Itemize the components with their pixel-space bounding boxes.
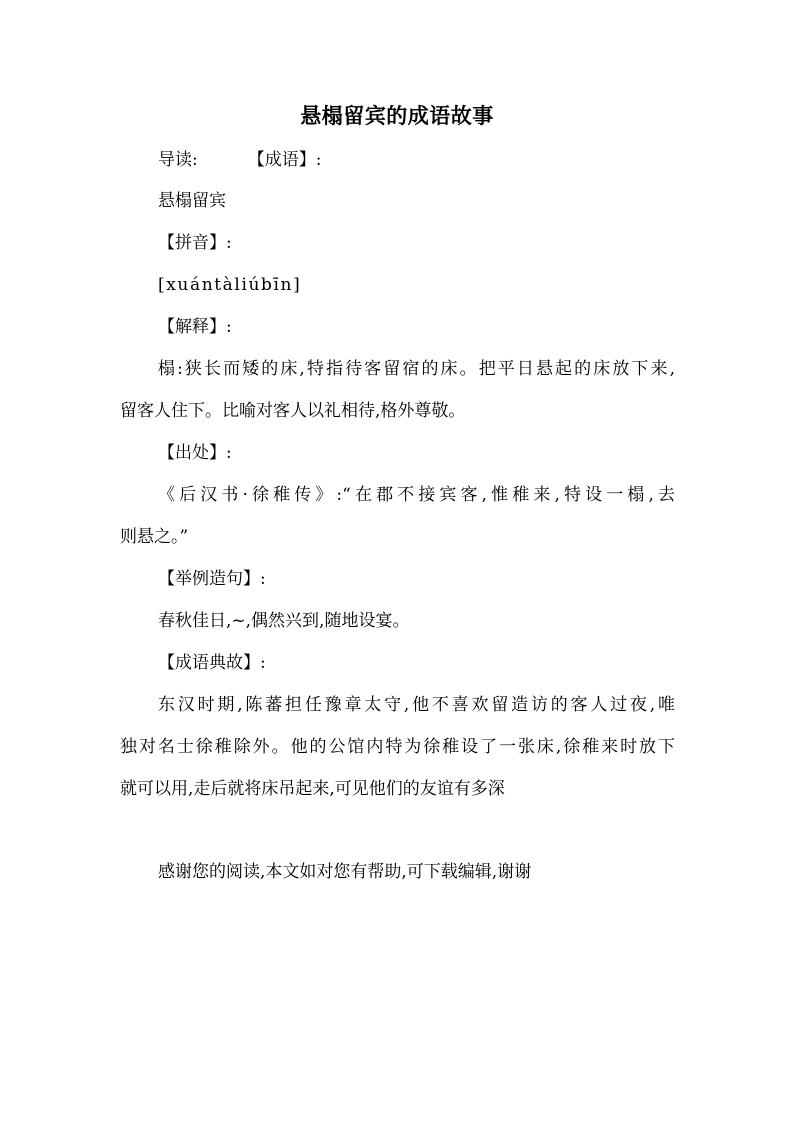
source-heading: 【出处】: — [158, 443, 232, 463]
source-line-1: 《后汉书·徐稚传》:“在郡不接宾客,惟稚来,特设一榻,去 — [158, 485, 675, 505]
explanation-line-2: 留客人住下。比喻对客人以礼相待,格外尊敬。 — [120, 401, 466, 421]
intro-label: 导读: — [158, 150, 198, 170]
example-text: 春秋佳日,~,偶然兴到,随地设宴。 — [158, 611, 410, 631]
source-line-2: 则悬之。” — [120, 527, 189, 547]
idiom-heading: 【成语】: — [247, 150, 322, 170]
story-line-3: 就可以用,走后就将床吊起来,可见他们的友谊有多深 — [120, 779, 505, 799]
pinyin-text: [xuántàliúbīn] — [158, 275, 302, 295]
idiom-text: 悬榻留宾 — [158, 191, 226, 211]
explanation-heading: 【解释】: — [158, 317, 232, 337]
pinyin-heading: 【拼音】: — [158, 233, 232, 253]
thanks-note: 感谢您的阅读,本文如对您有帮助,可下载编辑,谢谢 — [158, 862, 532, 882]
intro-line — [158, 148, 321, 172]
story-heading: 【成语典故】: — [158, 653, 266, 673]
example-heading: 【举例造句】: — [158, 569, 266, 589]
document-title: 悬榻留宾的成语故事 — [300, 103, 494, 128]
story-line-1: 东汉时期,陈蕃担任豫章太守,他不喜欢留造访的客人过夜,唯 — [158, 695, 675, 715]
story-line-2: 独对名士徐稚除外。他的公馆内特为徐稚设了一张床,徐稚来时放下 — [120, 737, 675, 757]
explanation-line-1: 榻:狭长而矮的床,特指待客留宿的床。把平日悬起的床放下来, — [158, 359, 675, 379]
